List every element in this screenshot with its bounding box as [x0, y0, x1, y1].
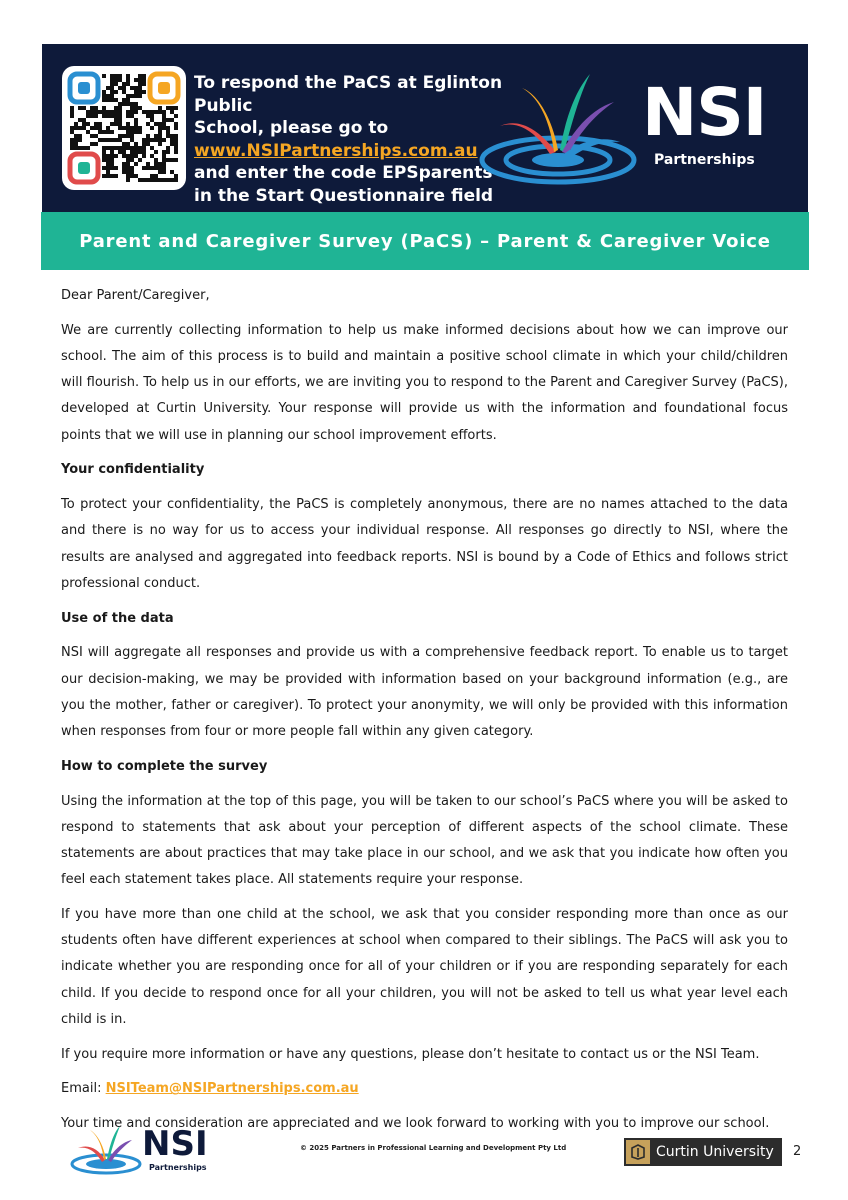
nsi-brand-logo: NSI — [642, 74, 767, 151]
copyright-notice: © 2025 Partners in Professional Learning and Development Pty Ltd — [300, 1144, 567, 1152]
curtin-university-name: Curtin University — [656, 1144, 774, 1160]
banner-line-2: School, please go to — [194, 118, 389, 138]
data-use-heading: Use of the data — [61, 610, 174, 626]
intro-paragraph: We are currently collecting information to help us make informed decisions about how we can improve our school. The aim of this process is to build and maintain a positive school climate in which your child/children will flourish. To help us in our efforts, we are inviting you to respond to the Parent and Caregiver Survey (PaCS), developed at Curtin University. Your response will provide us with the information and foundational focus points that we will use in planning our school improvement efforts. — [61, 322, 788, 443]
footer-nsi-logo: NSI — [142, 1124, 208, 1164]
how-to-complete-heading: How to complete the survey — [61, 758, 268, 774]
page-number: 2 — [793, 1144, 802, 1159]
email-link[interactable]: NSITeam@NSIPartnerships.com.au — [105, 1081, 359, 1097]
curtin-crest-icon — [626, 1140, 650, 1164]
page-title: Parent and Caregiver Survey (PaCS) – Parent & Caregiver Voice — [79, 230, 771, 252]
data-use-paragraph: NSI will aggregate all responses and provide us with a comprehensive feedback report. To enable us to target our decision-making, we may be provided with information based on your background information (e.g., are you the mother, father or caregiver). To protect your anonymity, we will only be provided with this information when responses from four or more people fall within any given category. — [61, 645, 788, 740]
confidentiality-heading: Your confidentiality — [61, 462, 205, 478]
title-bar — [41, 212, 809, 270]
qr-code[interactable] — [62, 66, 186, 190]
email-label: Email: — [61, 1081, 106, 1097]
footer-nsi-subtitle: Partnerships — [149, 1163, 207, 1172]
banner-line-5: in the Start Questionnaire field — [194, 185, 494, 206]
banner-line-4: and enter the code EPSparents — [194, 163, 493, 183]
curtin-university-logo — [624, 1138, 782, 1166]
greeting: Dear Parent/Caregiver, — [61, 288, 210, 303]
nsi-brand-subtitle: Partnerships — [654, 152, 755, 168]
header-banner — [42, 44, 808, 212]
how-to-complete-paragraph: Using the information at the top of this page, you will be taken to our school’s PaCS where you will be asked to respond to statements that ask about your perception of different aspects of the school climate. These statements are about practices that may take place in our school, and we ask that you indicate how often you feel each statement takes place. All statements require your response. — [61, 793, 788, 888]
closing-paragraph: Your time and consideration are appreciated and we look forward to working with you to improve our school. — [61, 1116, 770, 1132]
confidentiality-paragraph: To protect your confidentiality, the PaCS is completely anonymous, there are no names attached to the data and there is no way for us to access your individual response. All responses go directly to NSI, where the results are analysed and aggregated into feedback reports. NSI is bound by a Code of Ethics and follows strict professional conduct. — [61, 497, 788, 591]
email-line — [61, 1076, 788, 1102]
multiple-children-paragraph: If you have more than one child at the school, we ask that you consider responding more than once as our students often have different experiences at school when compared to their siblings. The PaCS will ask you to indicate whether you are responding once for all of your children or if you are responding separately for each child. If you decide to respond once for all your children, you will not be asked to tell us what year level each child is in. — [61, 907, 788, 1027]
letter-body — [61, 283, 788, 1146]
banner-url-link[interactable]: www.NSIPartnerships.com.au — [194, 140, 478, 161]
banner-line-1: To respond the PaCS at Eglinton Public — [194, 73, 503, 116]
nsi-splash-logo-icon — [478, 68, 638, 188]
contact-paragraph: If you require more information or have any questions, please don’t hesitate to contact us or the NSI Team. — [61, 1046, 760, 1062]
